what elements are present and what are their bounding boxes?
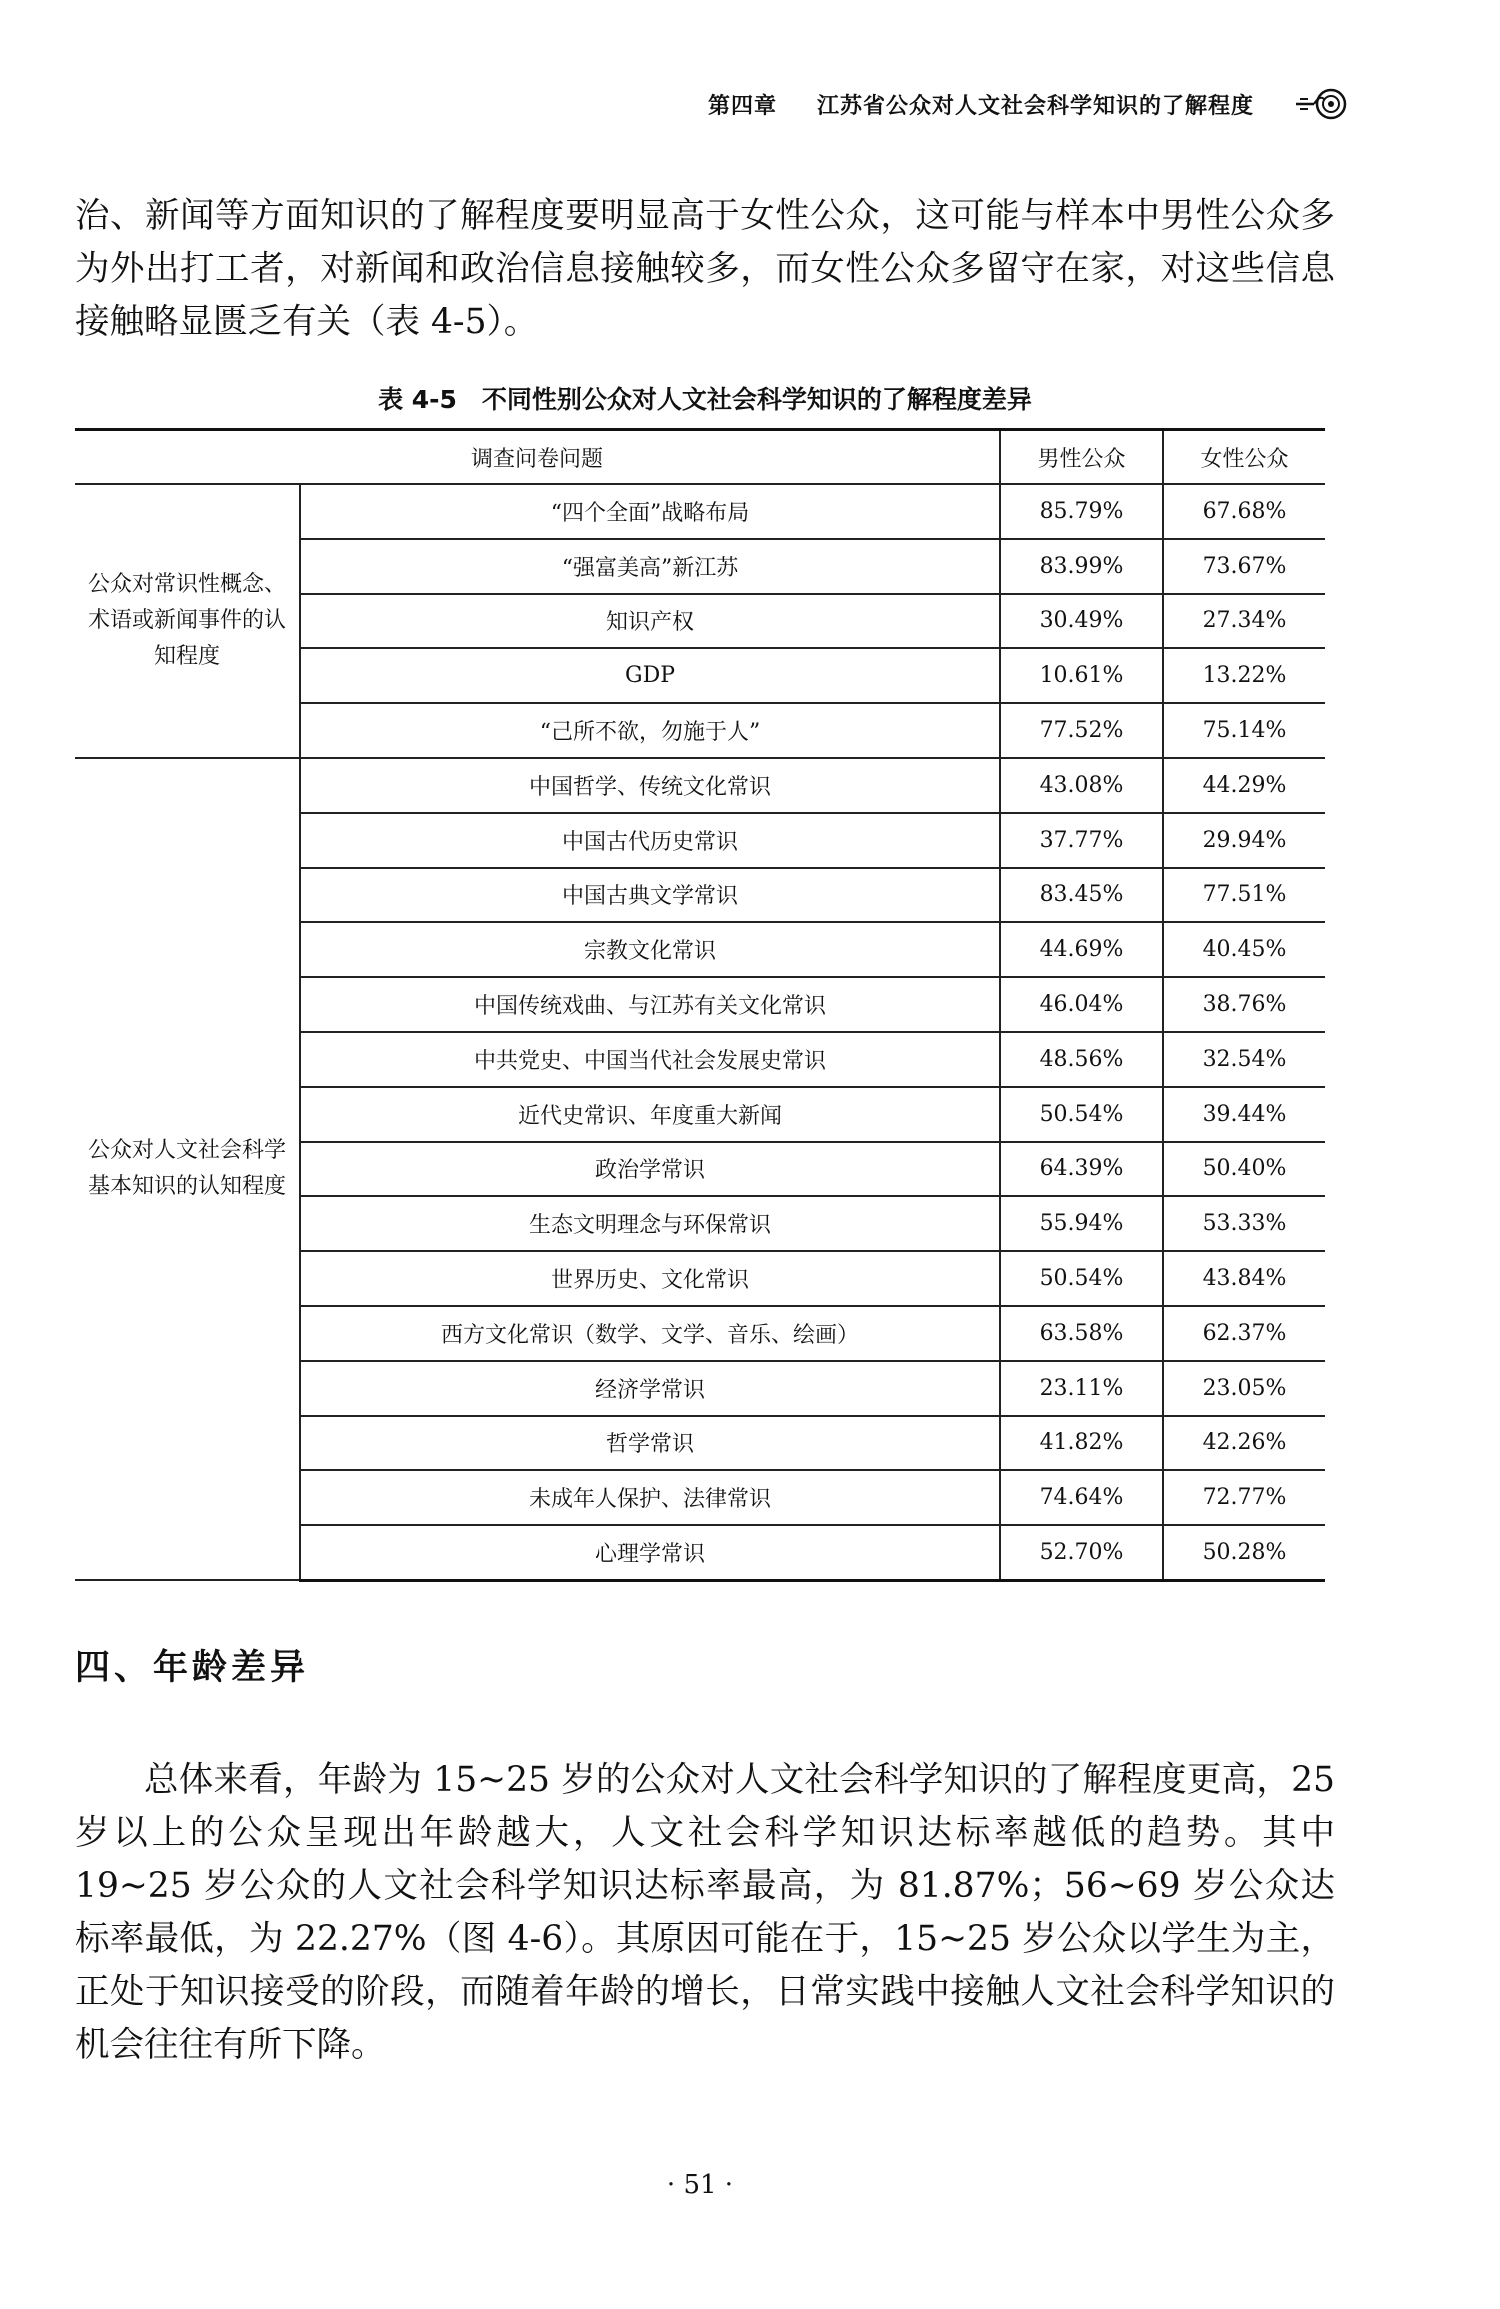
male-value: 85.79%	[1000, 484, 1163, 539]
row-item: 心理学常识	[300, 1525, 1000, 1580]
group-label-concepts: 公众对常识性概念、术语或新闻事件的认知程度	[75, 484, 300, 758]
female-value: 62.37%	[1163, 1306, 1325, 1361]
male-value: 10.61%	[1000, 648, 1163, 703]
row-item: 世界历史、文化常识	[300, 1251, 1000, 1306]
male-value: 55.94%	[1000, 1196, 1163, 1251]
row-item: 宗教文化常识	[300, 922, 1000, 977]
male-value: 48.56%	[1000, 1032, 1163, 1087]
row-item: “己所不欲，勿施于人”	[300, 703, 1000, 758]
female-value: 44.29%	[1163, 758, 1325, 813]
female-value: 23.05%	[1163, 1361, 1325, 1416]
male-value: 74.64%	[1000, 1470, 1163, 1525]
male-value: 43.08%	[1000, 758, 1163, 813]
female-value: 40.45%	[1163, 922, 1325, 977]
row-item: 政治学常识	[300, 1142, 1000, 1197]
female-value: 50.28%	[1163, 1525, 1325, 1580]
female-value: 67.68%	[1163, 484, 1325, 539]
row-item: 中国古典文学常识	[300, 868, 1000, 923]
row-item: 中国古代历史常识	[300, 813, 1000, 868]
row-item: GDP	[300, 648, 1000, 703]
female-value: 42.26%	[1163, 1416, 1325, 1471]
table-row	[75, 758, 1325, 813]
gender-knowledge-table	[75, 428, 1325, 1582]
female-value: 32.54%	[1163, 1032, 1325, 1087]
chapter-label: 第四章	[707, 93, 777, 119]
row-item: 经济学常识	[300, 1361, 1000, 1416]
female-value: 77.51%	[1163, 868, 1325, 923]
row-item: 未成年人保护、法律常识	[300, 1470, 1000, 1525]
male-value: 83.45%	[1000, 868, 1163, 923]
scroll-ornament-icon	[1294, 86, 1350, 122]
row-item: 中共党史、中国当代社会发展史常识	[300, 1032, 1000, 1087]
column-header-male: 男性公众	[1000, 430, 1163, 485]
section-heading: 四、年龄差异	[75, 1648, 310, 1688]
male-value: 52.70%	[1000, 1525, 1163, 1580]
male-value: 50.54%	[1000, 1251, 1163, 1306]
column-header-female: 女性公众	[1163, 430, 1325, 485]
male-value: 77.52%	[1000, 703, 1163, 758]
row-item: 中国哲学、传统文化常识	[300, 758, 1000, 813]
female-value: 27.34%	[1163, 594, 1325, 649]
chapter-title: 江苏省公众对人文社会科学知识的了解程度	[816, 93, 1254, 119]
group-label-humanities: 公众对人文社会科学基本知识的认知程度	[75, 758, 300, 1580]
female-value: 50.40%	[1163, 1142, 1325, 1197]
row-item: 生态文明理念与环保常识	[300, 1196, 1000, 1251]
male-value: 64.39%	[1000, 1142, 1163, 1197]
female-value: 29.94%	[1163, 813, 1325, 868]
column-header-question: 调查问卷问题	[75, 430, 1000, 485]
female-value: 43.84%	[1163, 1251, 1325, 1306]
row-item: 近代史常识、年度重大新闻	[300, 1087, 1000, 1142]
male-value: 44.69%	[1000, 922, 1163, 977]
row-item: 中国传统戏曲、与江苏有关文化常识	[300, 977, 1000, 1032]
male-value: 46.04%	[1000, 977, 1163, 1032]
age-paragraph: 总体来看，年龄为 15~25 岁的公众对人文社会科学知识的了解程度更高，25 岁以上的公众呈现出年龄越大，人文社会科学知识达标率越低的趋势。其中 19~25 岁公众的人文社会科学知识达标率最高，为 81.87%；56~69 岁公众达标率最低，为 22.27%（图 4-6）。其原因可能在于，15~25 岁公众以学生为主，正处于知识接受的阶段，而随着年龄的增长，日常实践中接触人文社会科学知识的机会往往有所下降。	[75, 1760, 1335, 2065]
male-value: 41.82%	[1000, 1416, 1163, 1471]
male-value: 30.49%	[1000, 594, 1163, 649]
female-value: 39.44%	[1163, 1087, 1325, 1142]
intro-paragraph: 治、新闻等方面知识的了解程度要明显高于女性公众，这可能与样本中男性公众多为外出打工者，对新闻和政治信息接触较多，而女性公众多留守在家，对这些信息接触略显匮乏有关（表 4-5）。	[75, 196, 1335, 342]
running-header	[470, 84, 1350, 124]
female-value: 72.77%	[1163, 1470, 1325, 1525]
male-value: 37.77%	[1000, 813, 1163, 868]
male-value: 23.11%	[1000, 1361, 1163, 1416]
row-item: 西方文化常识（数学、文学、音乐、绘画）	[300, 1306, 1000, 1361]
table-header-row	[75, 430, 1325, 485]
male-value: 50.54%	[1000, 1087, 1163, 1142]
row-item: “强富美高”新江苏	[300, 539, 1000, 594]
female-value: 53.33%	[1163, 1196, 1325, 1251]
male-value: 63.58%	[1000, 1306, 1163, 1361]
table-row	[75, 484, 1325, 539]
row-item: 知识产权	[300, 594, 1000, 649]
female-value: 75.14%	[1163, 703, 1325, 758]
table-title: 表 4-5 不同性别公众对人文社会科学知识的了解程度差异	[378, 385, 1032, 414]
female-value: 73.67%	[1163, 539, 1325, 594]
female-value: 38.76%	[1163, 977, 1325, 1032]
row-item: “四个全面”战略布局	[300, 484, 1000, 539]
row-item: 哲学常识	[300, 1416, 1000, 1471]
male-value: 83.99%	[1000, 539, 1163, 594]
page-number: · 51 ·	[666, 2170, 734, 2200]
female-value: 13.22%	[1163, 648, 1325, 703]
